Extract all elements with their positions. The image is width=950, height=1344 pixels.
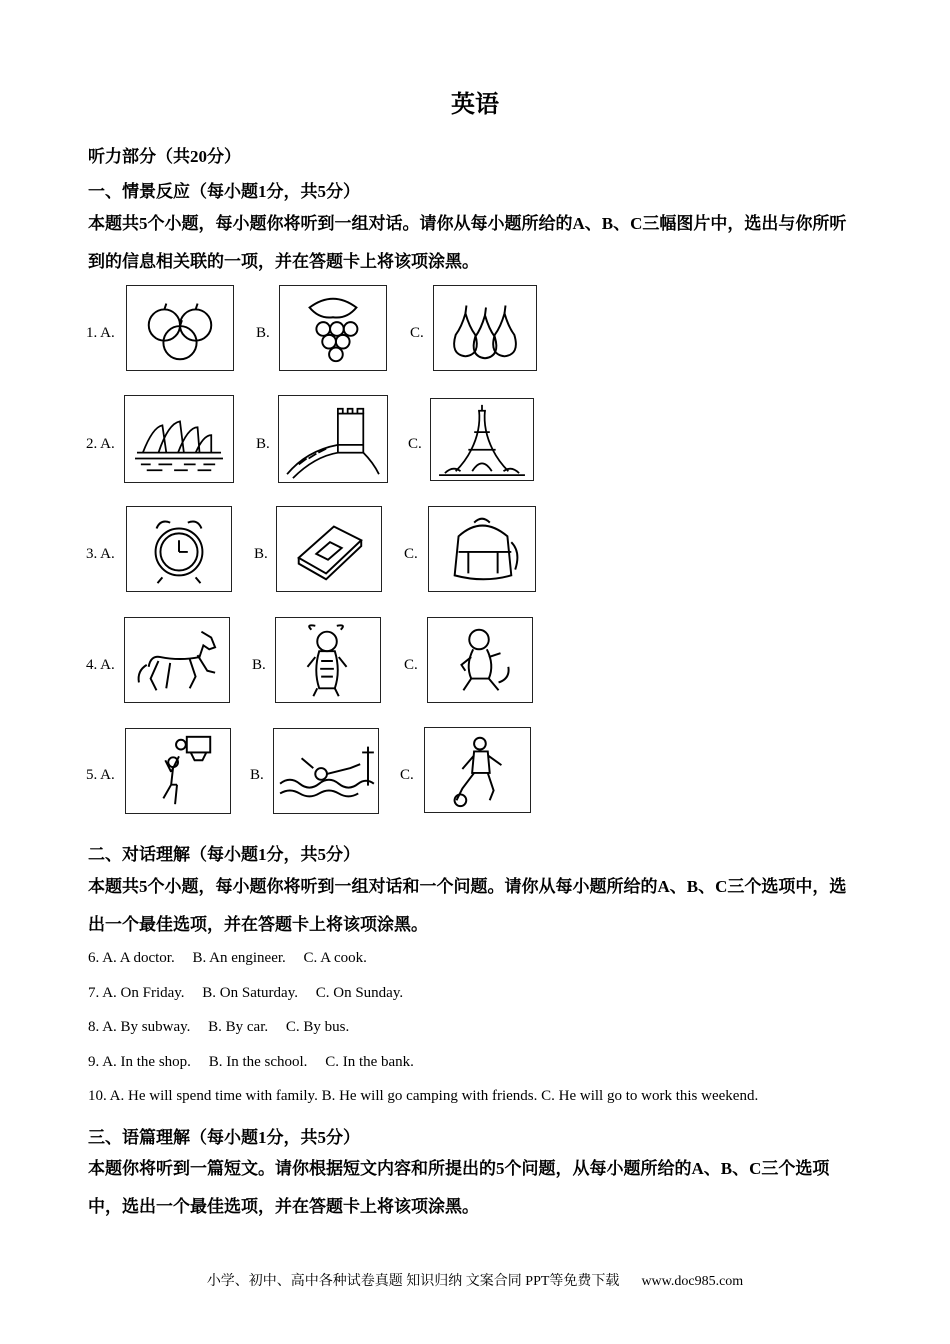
basketball-icon	[126, 729, 230, 813]
question-10: 10. A. He will spend time with family. B. He will go camping with friends. C. He will go to work this weekend.	[88, 1088, 759, 1104]
q1-label-b: B.	[256, 325, 270, 341]
question-number: 7.	[88, 985, 100, 1001]
q5-option-b[interactable]	[273, 728, 379, 814]
horse-icon	[125, 618, 229, 702]
q4-label-a: 4. A.	[86, 657, 115, 673]
question-number: 6.	[88, 950, 100, 966]
eiffel-tower-icon	[431, 399, 533, 480]
section3-heading: 三、语篇理解（每小题1分，共5分）	[88, 1128, 360, 1147]
q1-label-a: 1. A.	[86, 325, 115, 341]
football-icon	[425, 728, 530, 812]
q2-label-a: 2. A.	[86, 436, 115, 452]
q4-option-a[interactable]	[124, 617, 230, 703]
option-a[interactable]: A. A doctor.	[102, 950, 175, 966]
option-b[interactable]: B. By car.	[208, 1019, 269, 1035]
q2-option-c[interactable]	[430, 398, 534, 481]
q3-label-b: B.	[254, 546, 268, 562]
question-8	[88, 1019, 349, 1036]
question-6	[88, 950, 367, 967]
option-c[interactable]: C. In the bank.	[325, 1054, 414, 1070]
page-title: 英语	[451, 92, 499, 118]
option-a[interactable]: A. By subway.	[102, 1019, 191, 1035]
q1-option-b[interactable]	[279, 285, 387, 371]
grapes-icon	[280, 286, 386, 370]
option-a[interactable]: A. On Friday.	[102, 985, 185, 1001]
q4-option-c[interactable]	[427, 617, 533, 703]
pears-icon	[434, 286, 536, 370]
q2-option-b[interactable]	[278, 395, 388, 483]
q2-label-c: C.	[408, 436, 422, 452]
q3-option-c[interactable]	[428, 506, 536, 592]
q1-option-a[interactable]	[126, 285, 234, 371]
option-a[interactable]: A. In the shop.	[102, 1054, 191, 1070]
q5-option-c[interactable]	[424, 727, 531, 813]
apples-icon	[127, 286, 233, 370]
page-footer	[0, 1270, 950, 1290]
question-number: 9.	[88, 1054, 100, 1070]
option-c[interactable]: C. On Sunday.	[315, 985, 404, 1001]
question-9	[88, 1054, 414, 1071]
section2-heading: 二、对话理解（每小题1分，共5分）	[88, 845, 360, 864]
q5-label-b: B.	[250, 767, 264, 783]
sydney-opera-house-icon	[125, 396, 233, 482]
q4-option-b[interactable]	[275, 617, 381, 703]
section2-instruction: 本题共5个小题，每小题你将听到一组对话和一个问题。请你从每小题所给的A、B、C三个选项中，选出一个最佳选项，并在答题卡上将该项涂黑。	[88, 877, 847, 934]
question-number: 8.	[88, 1019, 100, 1035]
q4-label-b: B.	[252, 657, 266, 673]
book-icon	[277, 507, 381, 591]
tiger-icon	[276, 618, 380, 702]
q2-option-a[interactable]	[124, 395, 234, 483]
section3-instruction: 本题你将听到一篇短文。请你根据短文内容和所提出的5个问题，从每小题所给的A、B、C三个选项中，选出一个最佳选项，并在答题卡上将该项涂黑。	[88, 1159, 830, 1216]
q1-label-c: C.	[410, 325, 424, 341]
q3-label-a: 3. A.	[86, 546, 115, 562]
q3-label-c: C.	[404, 546, 418, 562]
swimming-icon	[274, 729, 378, 813]
section1-instruction: 本题共5个小题，每小题你将听到一组对话。请你从每小题所给的A、B、C三幅图片中，选出与你所听到的信息相关联的一项，并在答题卡上将该项涂黑。	[88, 214, 847, 271]
option-b[interactable]: B. An engineer.	[192, 950, 286, 966]
monkey-icon	[428, 618, 532, 702]
q3-option-a[interactable]	[126, 506, 232, 592]
listening-part-heading: 听力部分（共20分）	[88, 147, 241, 166]
option-c[interactable]: C. By bus.	[285, 1019, 350, 1035]
great-wall-icon	[279, 396, 387, 482]
q5-label-c: C.	[400, 767, 414, 783]
section1-heading: 一、情景反应（每小题1分，共5分）	[88, 182, 360, 201]
option-b[interactable]: B. On Saturday.	[202, 985, 298, 1001]
q5-label-a: 5. A.	[86, 767, 115, 783]
q2-label-b: B.	[256, 436, 270, 452]
footer-link[interactable]: www.doc985.com	[641, 1274, 744, 1289]
q4-label-c: C.	[404, 657, 418, 673]
q1-option-c[interactable]	[433, 285, 537, 371]
q5-option-a[interactable]	[125, 728, 231, 814]
footer-text: 小学、初中、高中各种试卷真题 知识归纳 文案合同 PPT等免费下载	[206, 1274, 620, 1289]
backpack-icon	[429, 507, 535, 591]
q3-option-b[interactable]	[276, 506, 382, 592]
option-b[interactable]: B. In the school.	[208, 1054, 308, 1070]
question-7	[88, 985, 403, 1002]
alarm-clock-icon	[127, 507, 231, 591]
option-c[interactable]: C. A cook.	[303, 950, 367, 966]
